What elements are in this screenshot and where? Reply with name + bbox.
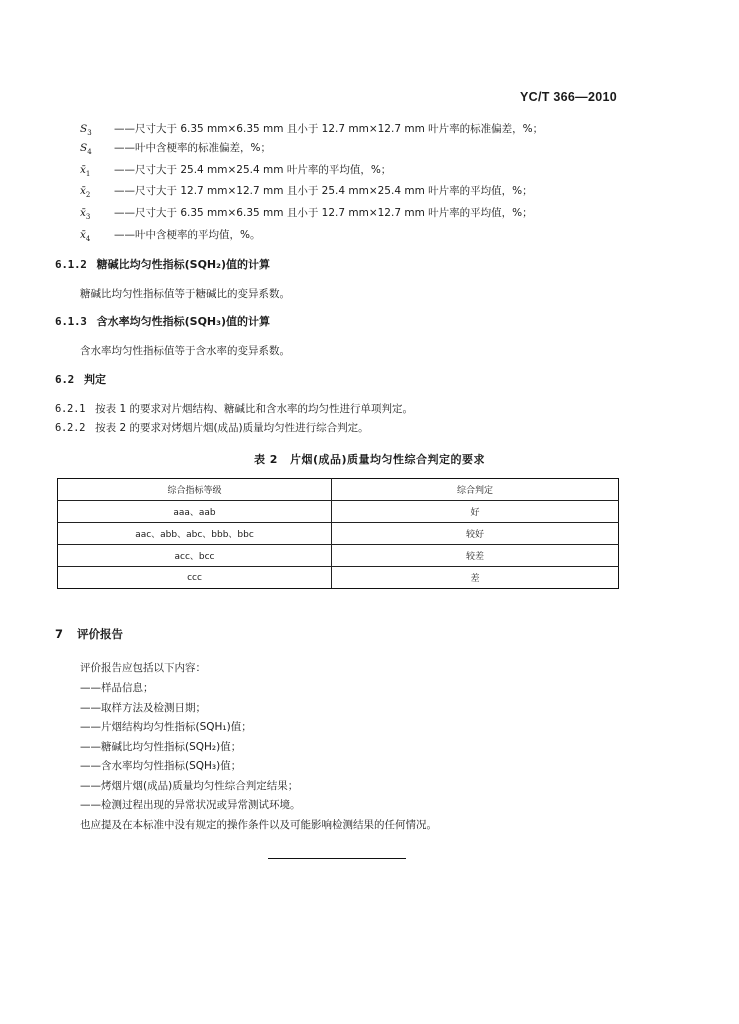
section-body-6-1-2: 糖碱比均匀性指标值等于糖碱比的变异系数。 <box>80 288 290 300</box>
report-list-item: ——烤烟片烟(成品)质量均匀性综合判定结果； <box>80 780 299 792</box>
variable-description: ——尺寸大于 6.35 mm×6.35 mm 且小于 12.7 mm×12.7 mm 叶片率的平均值，%； <box>114 207 533 219</box>
clause-text: 按表 2 的要求对烤烟片烟(成品)质量均匀性进行综合判定。 <box>95 422 369 434</box>
section-heading-6-2 <box>55 372 106 388</box>
table-title: 片烟(成品)质量均匀性综合判定的要求 <box>289 453 486 466</box>
variable-symbol: $S_4$ <box>80 142 92 157</box>
section-number: 6.1.2 <box>55 258 87 271</box>
variable-symbol: $x̄_4$ <box>80 229 91 244</box>
table-row <box>58 545 619 567</box>
clause-text: 按表 1 的要求对片烟结构、糖碱比和含水率的均匀性进行单项判定。 <box>95 403 413 415</box>
clause-6-2-1 <box>55 401 413 417</box>
section-number: 6.2 <box>55 373 74 386</box>
clause-6-2-2 <box>55 420 369 436</box>
table-caption <box>0 451 739 467</box>
column-header: 综合指标等级 <box>58 479 332 501</box>
section-title: 评价报告 <box>77 627 124 641</box>
table-cell: 差 <box>332 567 619 589</box>
report-list-item: ——片烟结构均匀性指标(SQH₁)值； <box>80 721 252 733</box>
variable-description: ——尺寸大于 12.7 mm×12.7 mm 且小于 25.4 mm×25.4 mm 叶片率的平均值，%； <box>114 185 533 197</box>
report-list-item: ——含水率均匀性指标(SQH₃)值； <box>80 760 242 772</box>
table-cell: 较好 <box>332 523 619 545</box>
variable-definition <box>80 162 391 178</box>
variable-description: ——尺寸大于 25.4 mm×25.4 mm 叶片率的平均值，%； <box>114 164 392 176</box>
section-number: 6.1.3 <box>55 315 87 328</box>
variable-definition <box>80 227 260 243</box>
section-number: 7 <box>55 627 64 641</box>
section-title: 判定 <box>83 373 106 386</box>
table-cell: aac、abb、abc、bbb、bbc <box>58 523 332 545</box>
variable-description: ——叶中含梗率的平均值，%。 <box>114 229 261 241</box>
report-list-item: ——样品信息； <box>80 682 154 694</box>
variable-symbol: $x̄_1$ <box>80 164 91 179</box>
column-header: 综合判定 <box>332 479 619 501</box>
end-of-standard-rule <box>268 858 406 859</box>
variable-definition <box>80 183 533 199</box>
variable-definition <box>80 205 533 221</box>
table-cell: 好 <box>332 501 619 523</box>
table-row <box>58 567 619 589</box>
report-intro: 评价报告应包括以下内容： <box>80 662 206 674</box>
section-heading-7 <box>55 626 123 642</box>
variable-description: ——叶中含梗率的标准偏差，%； <box>114 142 271 154</box>
table-number: 表 2 <box>253 453 278 466</box>
clause-number: 6.2.1 <box>55 403 86 415</box>
table-header-row <box>58 479 619 501</box>
table-row <box>58 501 619 523</box>
variable-symbol: $x̄_2$ <box>80 185 91 200</box>
variable-description: ——尺寸大于 6.35 mm×6.35 mm 且小于 12.7 mm×12.7 mm 叶片率的标准偏差，%； <box>114 123 544 135</box>
variable-symbol: $x̄_3$ <box>80 207 91 222</box>
variable-symbol: $S_3$ <box>80 123 92 138</box>
table-cell: 较差 <box>332 545 619 567</box>
table-cell: aaa、aab <box>58 501 332 523</box>
grading-table <box>57 478 619 589</box>
report-list-item: ——检测过程出现的异常状况或异常测试环境。 <box>80 799 301 811</box>
clause-number: 6.2.2 <box>55 422 86 434</box>
section-heading-6-1-3 <box>55 314 270 330</box>
report-list-item: ——取样方法及检测日期； <box>80 702 206 714</box>
section-body-6-1-3: 含水率均匀性指标值等于含水率的变异系数。 <box>80 345 290 357</box>
table-cell: acc、bcc <box>58 545 332 567</box>
variable-definition <box>80 140 271 156</box>
standard-number: YC/T 366—2010 <box>519 90 617 104</box>
report-closing: 也应提及在本标准中没有规定的操作条件以及可能影响检测结果的任何情况。 <box>80 819 437 831</box>
section-heading-6-1-2 <box>55 257 270 273</box>
table-row <box>58 523 619 545</box>
variable-definition <box>80 121 543 137</box>
section-title: 糖碱比均匀性指标(SQH₂)值的计算 <box>96 258 270 271</box>
table-cell: ccc <box>58 567 332 589</box>
report-list-item: ——糖碱比均匀性指标(SQH₂)值； <box>80 741 242 753</box>
section-title: 含水率均匀性指标(SQH₃)值的计算 <box>96 315 270 328</box>
